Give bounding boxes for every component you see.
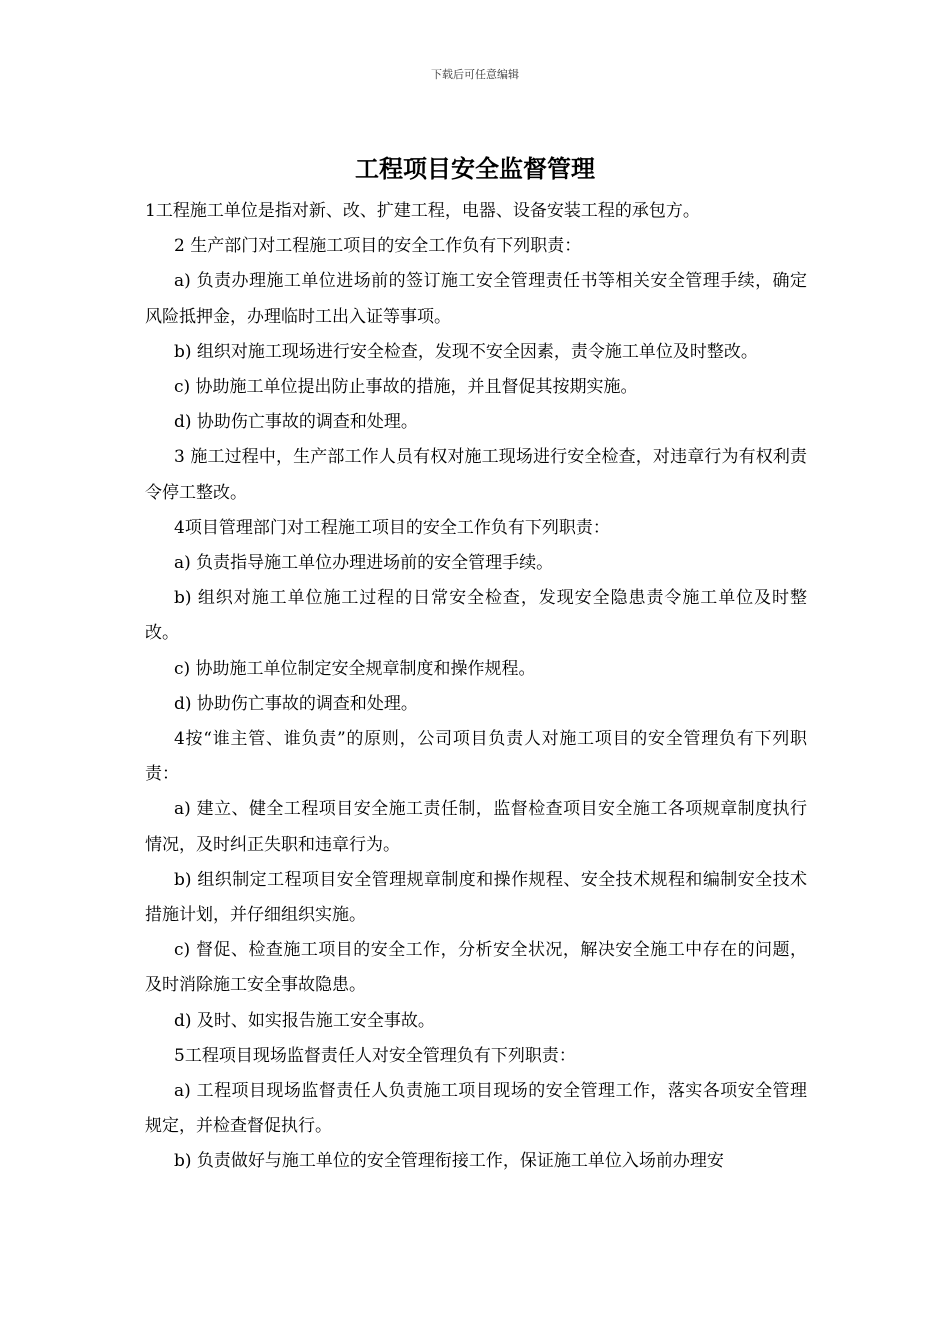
paragraph: c) 协助施工单位制定安全规章制度和操作规程。 bbox=[174, 658, 536, 679]
paragraph: 4项目管理部门对工程施工项目的安全工作负有下列职责： bbox=[174, 517, 610, 538]
paragraph: a) 负责指导施工单位办理进场前的安全管理手续。 bbox=[174, 553, 554, 574]
paragraph: 5工程项目现场监督责任人对安全管理负有下列职责： bbox=[174, 1045, 576, 1066]
paragraph: c) 督促、检查施工项目的安全工作，分析安全状况，解决安全施工中存在的问题，及时消除施工安全事故隐患。 bbox=[145, 940, 807, 996]
paragraph: a) 负责办理施工单位进场前的签订施工安全管理责任书等相关安全管理手续，确定风险抵押金，办理临时工出入证等事项。 bbox=[145, 271, 807, 327]
paragraph: a) 建立、健全工程项目安全施工责任制，监督检查项目安全施工各项规章制度执行情况，及时纠正失职和违章行为。 bbox=[145, 799, 807, 855]
paragraph: 3 施工过程中，生产部工作人员有权对施工现场进行安全检查，对违章行为有权利责令停工整改。 bbox=[145, 447, 807, 503]
document-title: 工程项目安全监督管理 bbox=[355, 154, 595, 183]
paragraph: 1工程施工单位是指对新、改、扩建工程，电器、设备安装工程的承包方。 bbox=[145, 201, 700, 221]
header-note: 下载后可任意编辑 bbox=[431, 68, 519, 81]
paragraph: d) 协助伤亡事故的调查和处理。 bbox=[174, 693, 418, 714]
paragraph: b) 组织对施工现场进行安全检查，发现不安全因素，责令施工单位及时整改。 bbox=[174, 341, 758, 362]
paragraph: b) 组织对施工单位施工过程的日常安全检查，发现安全隐患责令施工单位及时整改。 bbox=[145, 588, 807, 644]
paragraph: a) 工程项目现场监督责任人负责施工项目现场的安全管理工作，落实各项安全管理规定，并检查督促执行。 bbox=[145, 1081, 807, 1137]
paragraph: c) 协助施工单位提出防止事故的措施，并且督促其按期实施。 bbox=[174, 377, 638, 398]
paragraph: b) 组织制定工程项目安全管理规章制度和操作规程、安全技术规程和编制安全技术措施计划，并仔细组织实施。 bbox=[145, 869, 807, 926]
paragraph: d) 及时、如实报告施工安全事故。 bbox=[174, 1010, 435, 1031]
paragraph: 2 生产部门对工程施工项目的安全工作负有下列职责： bbox=[174, 236, 582, 257]
paragraph: 4按“谁主管、谁负责”的原则，公司项目负责人对施工项目的安全管理负有下列职责： bbox=[145, 729, 807, 785]
document-body bbox=[145, 194, 807, 1180]
paragraph: b) 负责做好与施工单位的安全管理衔接工作，保证施工单位入场前办理安 bbox=[174, 1151, 724, 1172]
paragraph: d) 协助伤亡事故的调查和处理。 bbox=[174, 412, 418, 433]
